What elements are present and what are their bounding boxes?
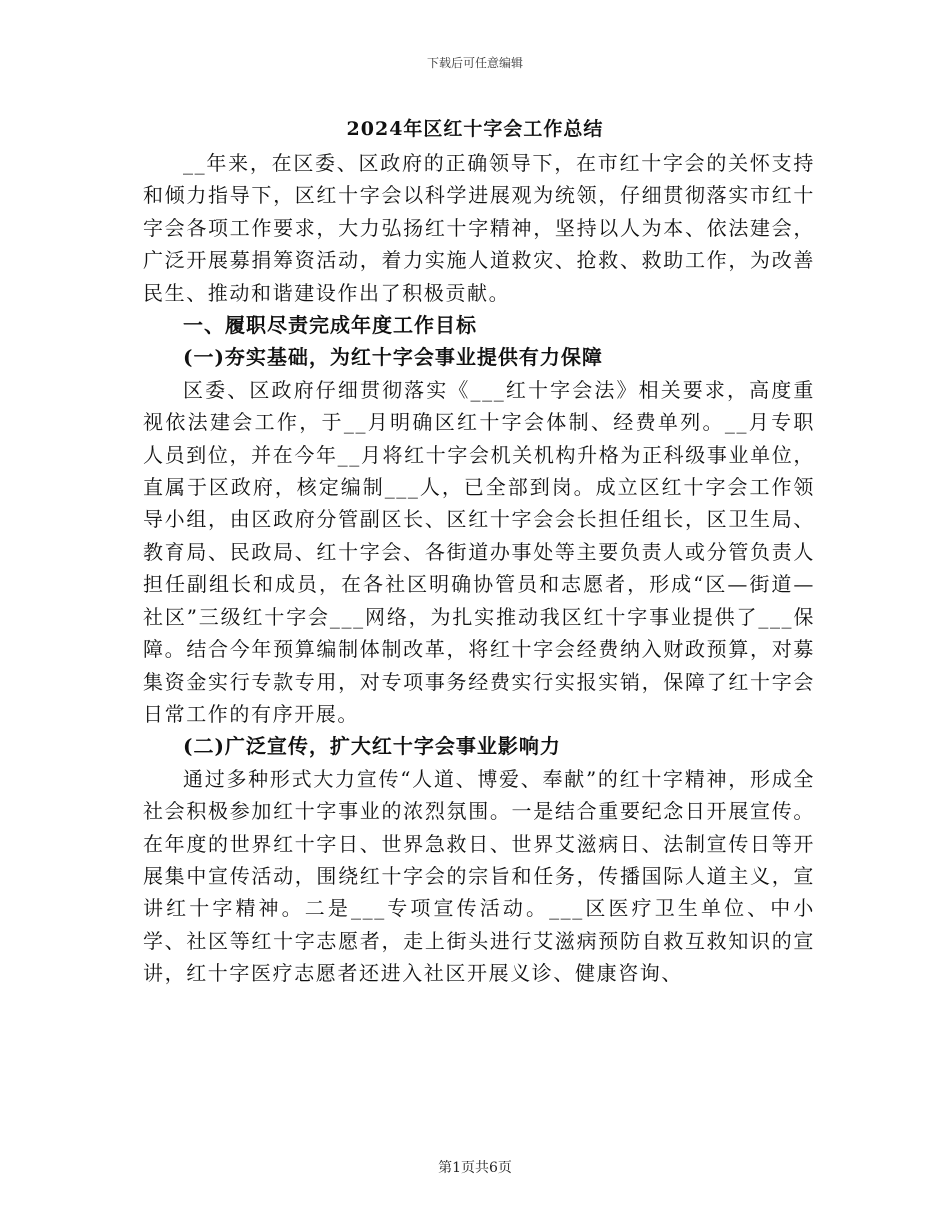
subsection-2-paragraph: 通过多种形式大力宣传“人道、博爱、奉献”的红十字精神，形成全社会积极参加红十字事业的浓烈氛围。一是结合重要纪念日开展宣传。在年度的世界红十字日、世界急救日、世界艾滋病日、法制宣传日等开展集中宣传活动，围绕红十字会的宗旨和任务，传播国际人道主义，宣讲红十字精神。二是___专项宣传活动。___区医疗卫生单位、中小学、社区等红十字志愿者，走上街头进行艾滋病预防自救互救知识的宣讲，红十字医疗志愿者还进入社区开展义诊、健康咨询、 bbox=[143, 766, 815, 986]
subsection-1-heading: (一)夯实基础，为红十字会事业提供有力保障 bbox=[183, 345, 603, 370]
subsection-1-paragraph: 区委、区政府仔细贯彻落实《___红十字会法》相关要求，高度重视依法建会工作，于__月明确区红十字会体制、经费单列。__月专职人员到位，并在今年__月将红十字会机关机构升格为正科级事业单位，直属于区政府，核定编制___人，已全部到岗。成立区红十字会工作领导小组，由区政府分管副区长、区红十字会会长担任组长，区卫生局、教育局、民政局、红十字会、各街道办事处等主要负责人或分管负责人担任副组长和成员，在各社区明确协管员和志愿者，形成“区—街道—社区”三级红十字会___网络，为扎实推动我区红十字事业提供了___保障。结合今年预算编制体制改革，将红十字会经费纳入财政预算，对募集资金实行专款专用，对专项事务经费实行实报实销，保障了红十字会日常工作的有序开展。 bbox=[143, 377, 815, 726]
section-1-heading: 一、履职尽责完成年度工作目标 bbox=[183, 313, 477, 338]
page-number: 第1页共6页 bbox=[438, 1160, 512, 1176]
intro-paragraph: __年来，在区委、区政府的正确领导下，在市红十字会的关怀支持和倾力指导下，区红十字会以科学进展观为统领，仔细贯彻落实市红十字会各项工作要求，大力弘扬红十字精神，坚持以人为本、依法建会，广泛开展募捐筹资活动，着力实施人道救灾、抢救、救助工作，为改善民生、推动和谐建设作出了积极贡献。 bbox=[143, 151, 815, 305]
document-body bbox=[143, 147, 815, 990]
document-title: 2024年区红十字会工作总结 bbox=[346, 118, 604, 140]
header-note: 下载后可任意编辑 bbox=[426, 56, 523, 70]
subsection-2-heading: (二)广泛宣传，扩大红十字会事业影响力 bbox=[183, 734, 561, 759]
